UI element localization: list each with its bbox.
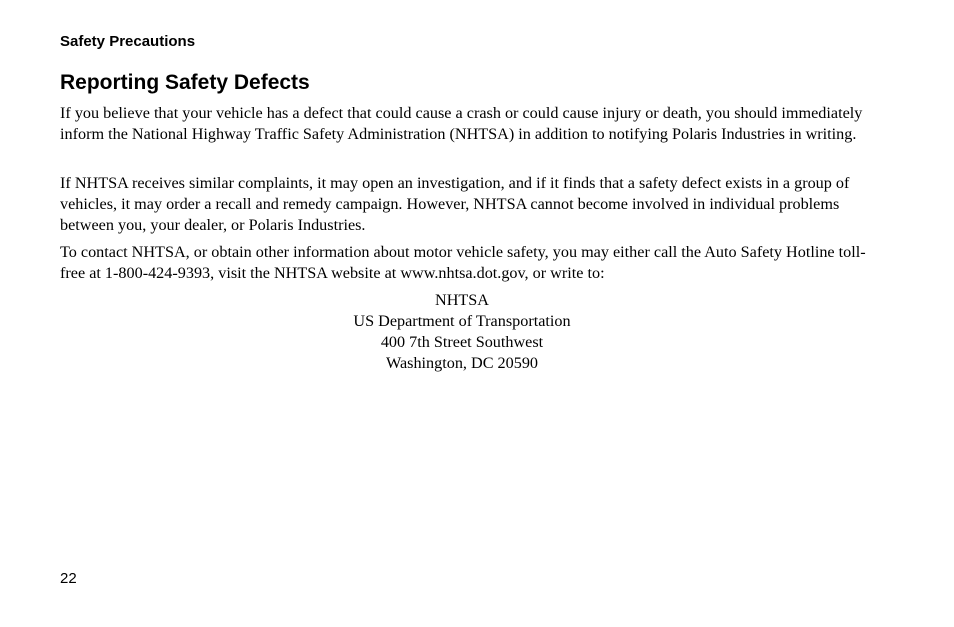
page-number: 22 bbox=[60, 570, 77, 587]
paragraph-defect-reporting: If you believe that your vehicle has a defect that could cause a crash or could cause injury or death, you should immediately inform the National Highway Traffic Safety Administration (NHTSA) in addition to notifying Polaris Industries in writing. bbox=[60, 104, 863, 143]
mailing-address bbox=[312, 290, 612, 374]
section-header: Safety Precautions bbox=[60, 33, 196, 50]
address-line-city: Washington, DC 20590 bbox=[385, 354, 539, 372]
address-line-organization: NHTSA bbox=[435, 291, 489, 309]
address-line-department: US Department of Transportation bbox=[353, 312, 571, 330]
paragraph-nhtsa-investigation: If NHTSA receives similar complaints, it may open an investigation, and if it finds that a safety defect exists in a group of vehicles, it may order a recall and remedy campaign. However, NHTSA cannot become involved in individual problems between you, your dealer, or Polaris Industries. bbox=[60, 174, 850, 234]
page-title: Reporting Safety Defects bbox=[60, 71, 310, 94]
address-line-street: 400 7th Street Southwest bbox=[380, 333, 544, 351]
paragraph-contact-nhtsa: To contact NHTSA, or obtain other information about motor vehicle safety, you may either call the Auto Safety Hotline toll-free at 1-800-424-9393, visit the NHTSA website at www.nhtsa.dot.gov, or write to: bbox=[60, 243, 866, 282]
